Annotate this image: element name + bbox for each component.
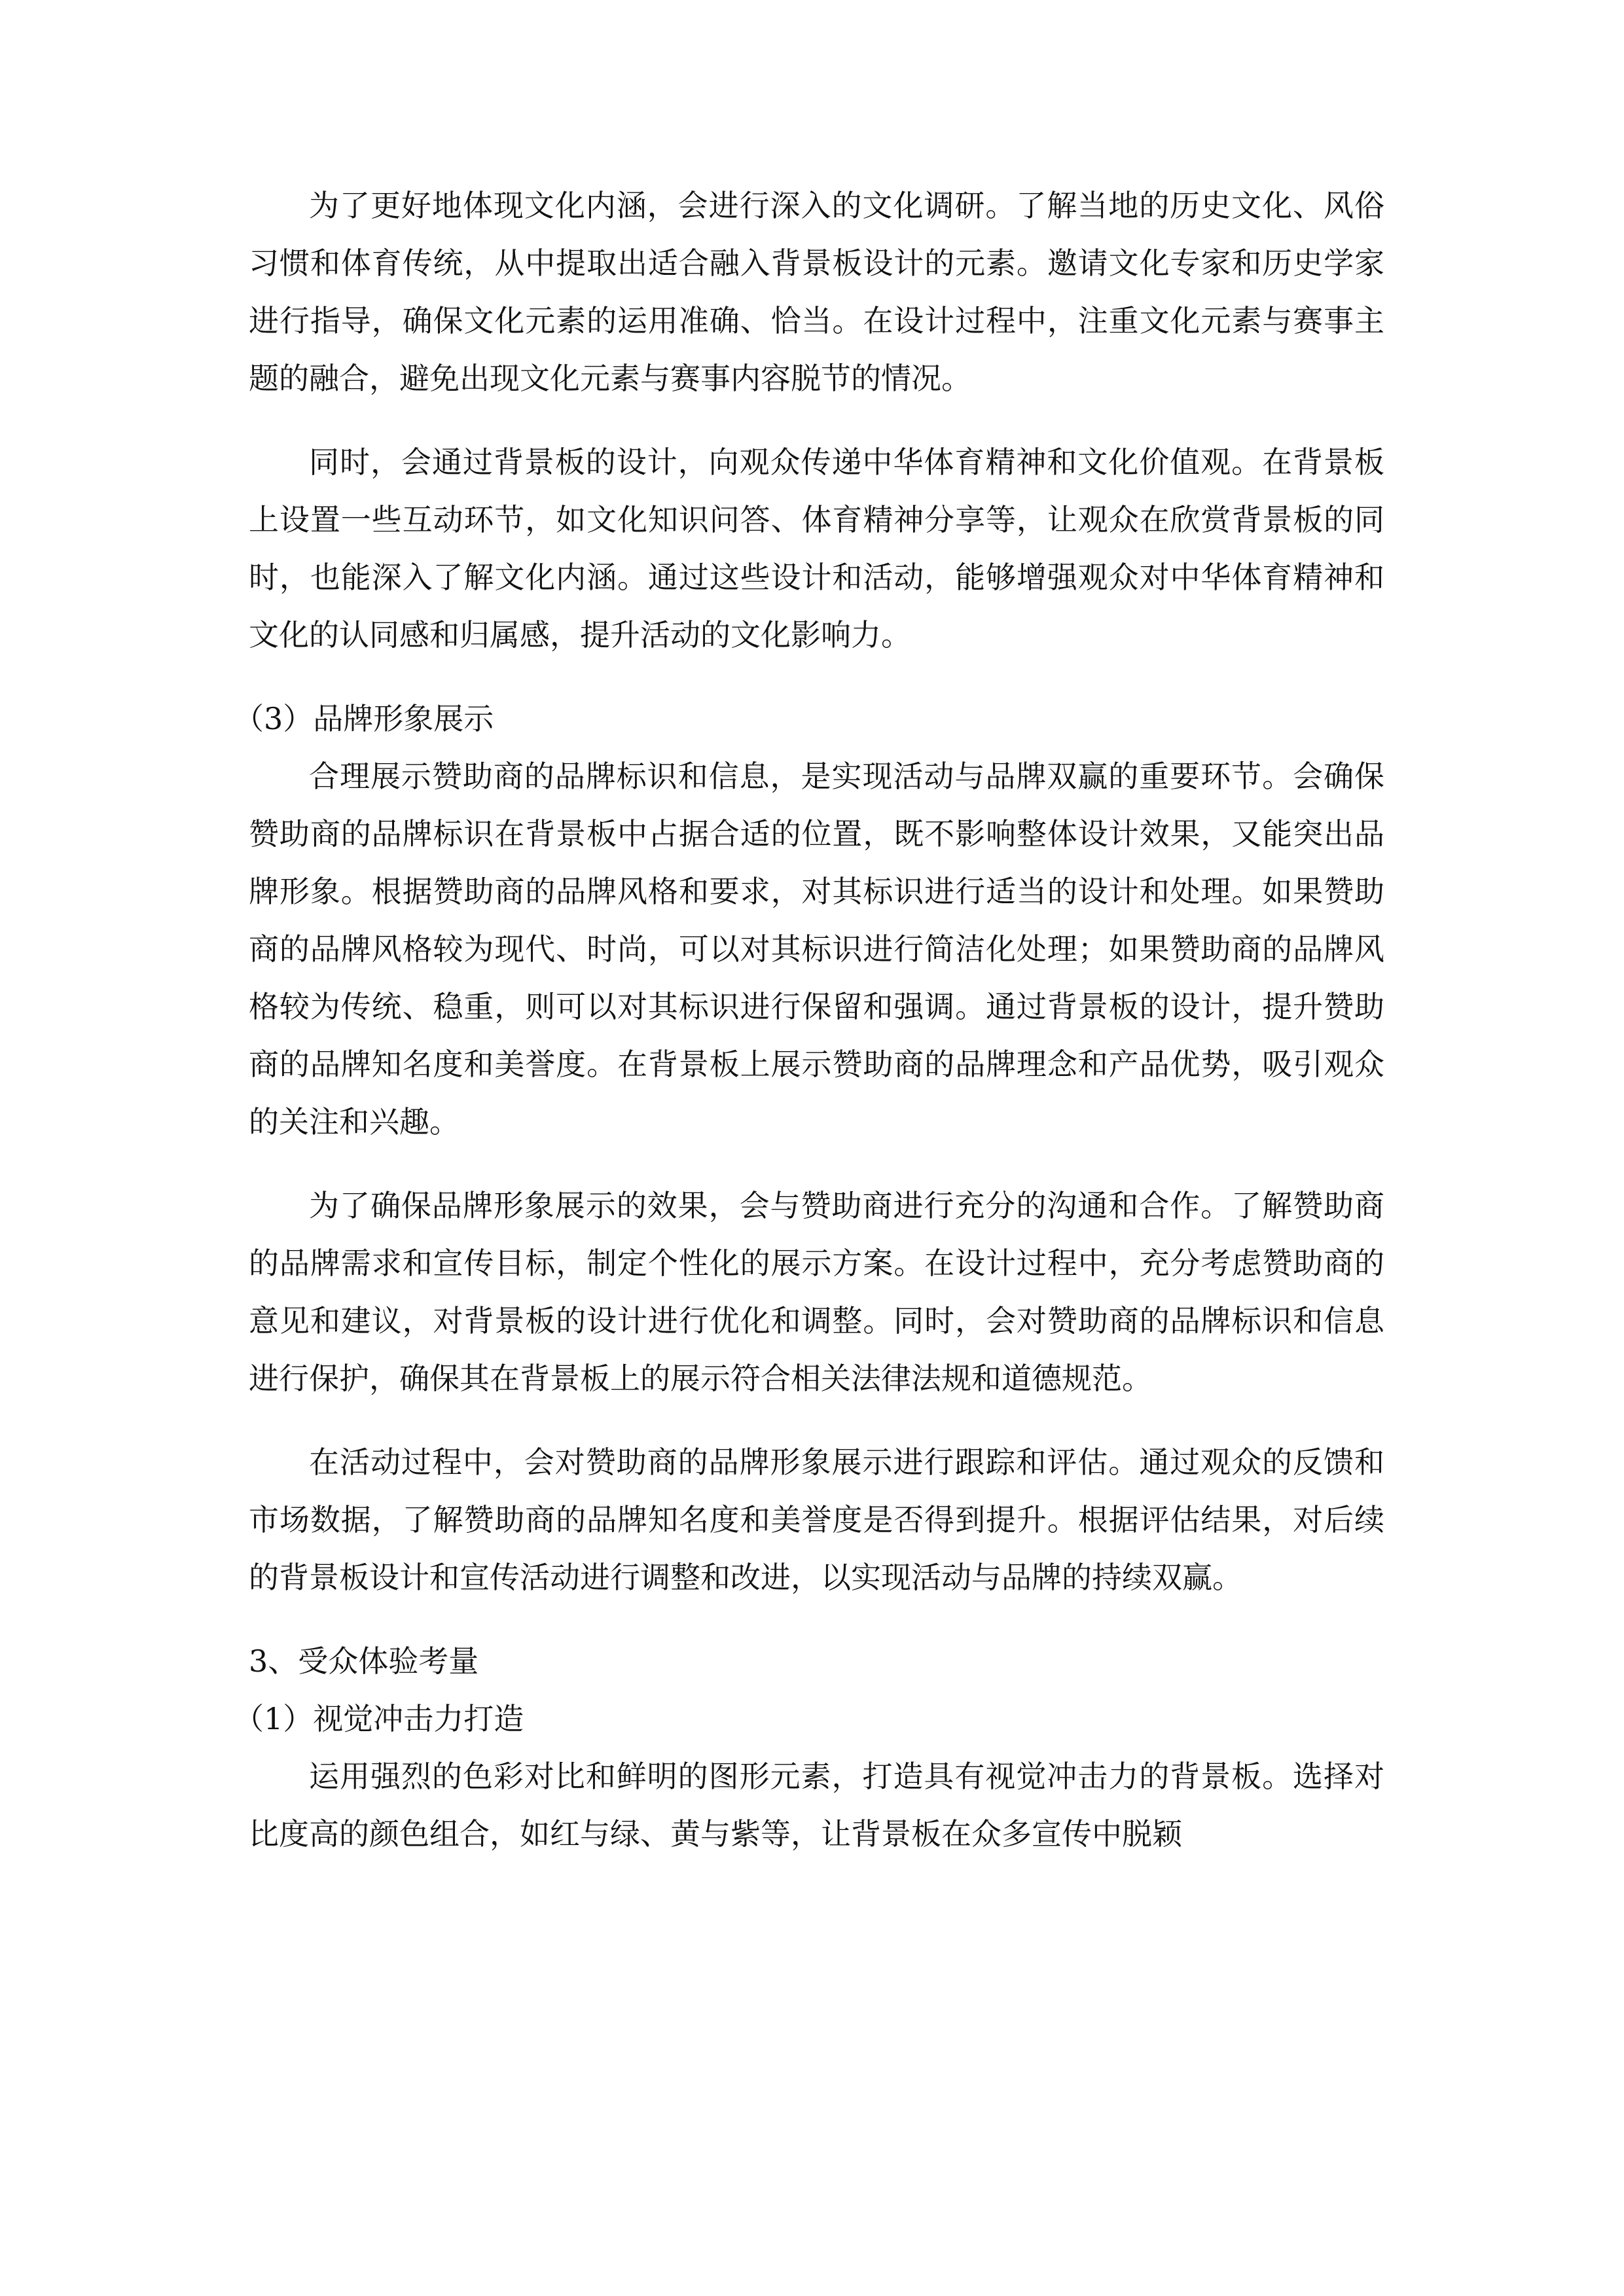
section-heading-audience-experience: 3、受众体验考量 xyxy=(249,1643,479,1679)
paragraph-color-contrast: 运用强烈的色彩对比和鲜明的图形元素，打造具有视觉冲击力的背景板。选择对比度高的颜色组合，如红与绿、黄与紫等，让背景板在众多宣传中脱颖 xyxy=(249,1759,1384,1852)
paragraph-tracking-evaluation: 在活动过程中，会对赞助商的品牌形象展示进行跟踪和评估。通过观众的反馈和市场数据，了解赞助商的品牌知名度和美誉度是否得到提升。根据评估结果，对后续的背景板设计和宣传活动进行调整和改进，以实现活动与品牌的持续双赢。 xyxy=(249,1444,1384,1595)
paragraph-sponsor-display: 合理展示赞助商的品牌标识和信息，是实现活动与品牌双赢的重要环节。会确保赞助商的品牌标识在背景板中占据合适的位置，既不影响整体设计效果，又能突出品牌形象。根据赞助商的品牌风格和要求，对其标识进行适当的设计和处理。如果赞助商的品牌风格较为现代、时尚，可以对其标识进行简洁化处理；如果赞助商的品牌风格较为传统、稳重，则可以对其标识进行保留和强调。通过背景板的设计，提升赞助商的品牌知名度和美誉度。在背景板上展示赞助商的品牌理念和产品优势，吸引观众的关注和兴趣。 xyxy=(249,759,1384,1139)
paragraph-cultural-research: 为了更好地体现文化内涵，会进行深入的文化调研。了解当地的历史文化、风俗习惯和体育传统，从中提取出适合融入背景板设计的元素。邀请文化专家和历史学家进行指导，确保文化元素的运用准确、恰当。在设计过程中，注重文化元素与赛事主题的融合，避免出现文化元素与赛事内容脱节的情况。 xyxy=(249,188,1384,396)
paragraph-sports-spirit: 同时，会通过背景板的设计，向观众传递中华体育精神和文化价值观。在背景板上设置一些互动环节，如文化知识问答、体育精神分享等，让观众在欣赏背景板的同时，也能深入了解文化内涵。通过这些设计和活动，能够增强观众对中华体育精神和文化的认同感和归属感，提升活动的文化影响力。 xyxy=(249,444,1384,653)
document-page xyxy=(234,177,1384,1863)
subheading-brand-image: （3）品牌形象展示 xyxy=(234,701,494,736)
paragraph-sponsor-communication: 为了确保品牌形象展示的效果，会与赞助商进行充分的沟通和合作。了解赞助商的品牌需求和宣传目标，制定个性化的展示方案。在设计过程中，充分考虑赞助商的意见和建议，对背景板的设计进行优化和调整。同时，会对赞助商的品牌标识和信息进行保护，确保其在背景板上的展示符合相关法律法规和道德规范。 xyxy=(249,1188,1384,1396)
subheading-visual-impact: （1）视觉冲击力打造 xyxy=(234,1701,524,1736)
